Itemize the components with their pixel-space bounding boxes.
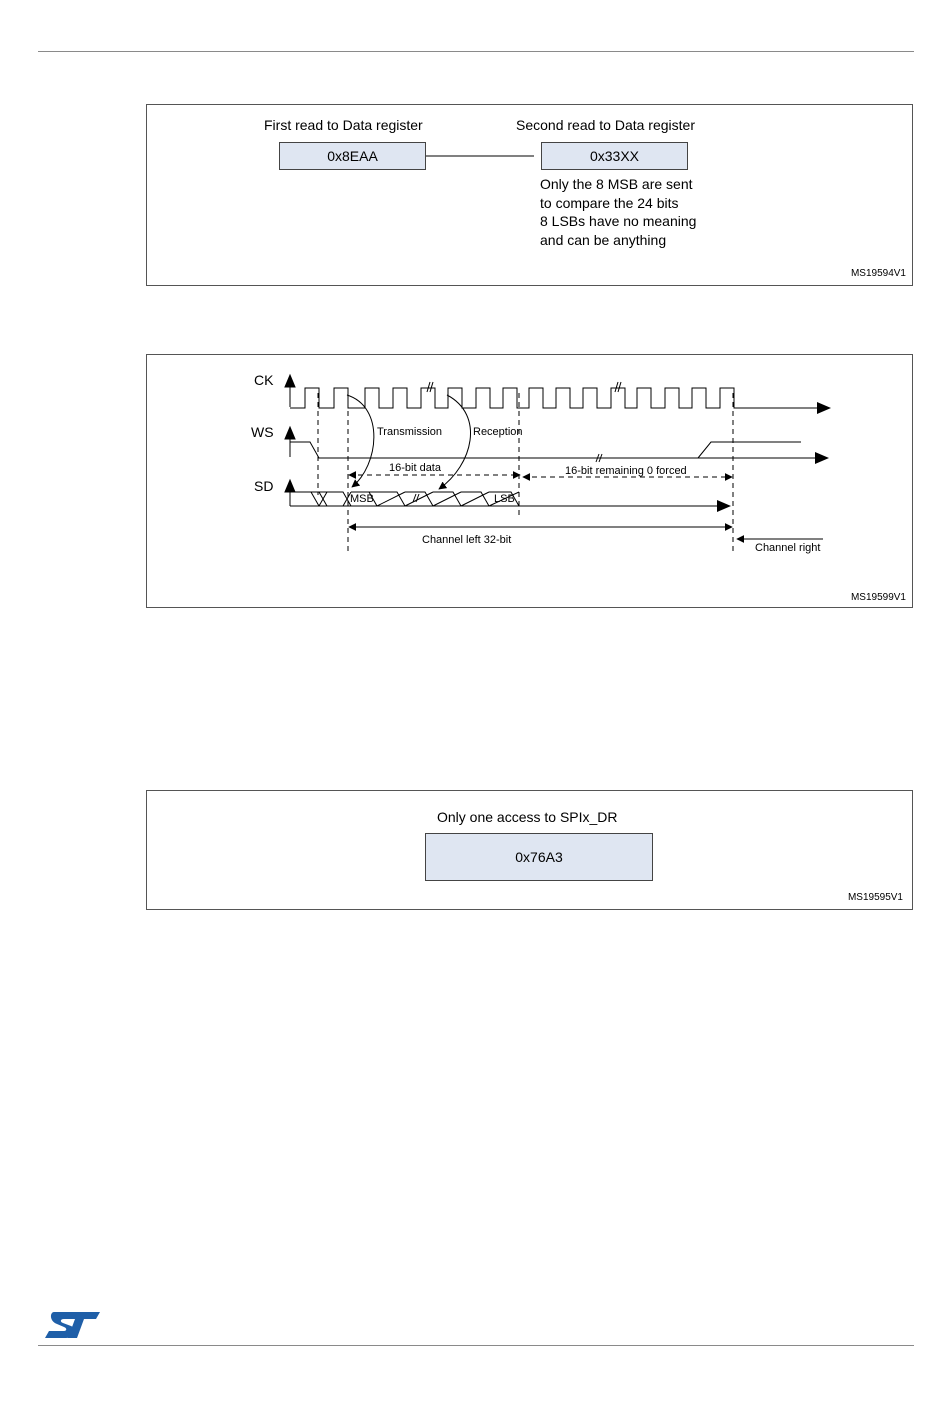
figure-two-reads bbox=[146, 104, 913, 286]
ws-waveform bbox=[290, 442, 817, 462]
figure-id: MS19595V1 bbox=[847, 892, 903, 903]
channel-right-label: Channel right bbox=[755, 542, 821, 554]
timing-diagram bbox=[147, 355, 914, 609]
figure-id: MS19599V1 bbox=[850, 592, 906, 603]
second-read-label: Second read to Data register bbox=[516, 117, 695, 133]
note-line: and can be anything bbox=[540, 231, 667, 248]
note-line: 8 LSBs have no meaning bbox=[540, 213, 697, 229]
transmission-arrow bbox=[347, 395, 374, 487]
signal-label-sd: SD bbox=[254, 478, 274, 494]
header-rule bbox=[38, 51, 914, 52]
ws-axis-arrowhead bbox=[815, 452, 829, 464]
footer-rule bbox=[38, 1345, 914, 1346]
transmission-label: Transmission bbox=[377, 426, 442, 438]
single-access-label: Only one access to SPIx_DR bbox=[437, 809, 618, 825]
vertical-axis-arrows bbox=[285, 375, 295, 506]
first-read-label: First read to Data register bbox=[264, 117, 423, 133]
note-line: to compare the 24 bits bbox=[540, 194, 679, 211]
msb-label: MSB bbox=[350, 493, 374, 505]
figure-single-access bbox=[146, 790, 913, 910]
second-read-value: 0x33XX bbox=[541, 142, 688, 170]
st-logo bbox=[44, 1310, 102, 1340]
note-line: Only the 8 MSB are sent bbox=[540, 176, 693, 192]
ck-axis-arrowhead bbox=[817, 402, 831, 414]
ck-waveform bbox=[290, 388, 819, 408]
channel-left-label: Channel left 32-bit bbox=[422, 534, 512, 546]
sd-axis-arrowhead bbox=[717, 500, 731, 512]
remaining-label: 16-bit remaining 0 forced bbox=[565, 465, 687, 477]
ck-break-mark bbox=[427, 382, 621, 392]
first-read-value: 0x8EAA bbox=[279, 142, 426, 170]
single-access-value: 0x76A3 bbox=[425, 833, 653, 881]
figure-timing-diagram bbox=[146, 354, 913, 608]
reception-label: Reception bbox=[473, 426, 523, 438]
data16-label: 16-bit data bbox=[389, 462, 441, 474]
signal-label-ws: WS bbox=[251, 424, 274, 440]
figure-id: MS19594V1 bbox=[850, 268, 906, 279]
lsb-label: LSB bbox=[494, 493, 515, 505]
second-read-note bbox=[540, 175, 696, 249]
signal-label-ck: CK bbox=[254, 372, 274, 388]
